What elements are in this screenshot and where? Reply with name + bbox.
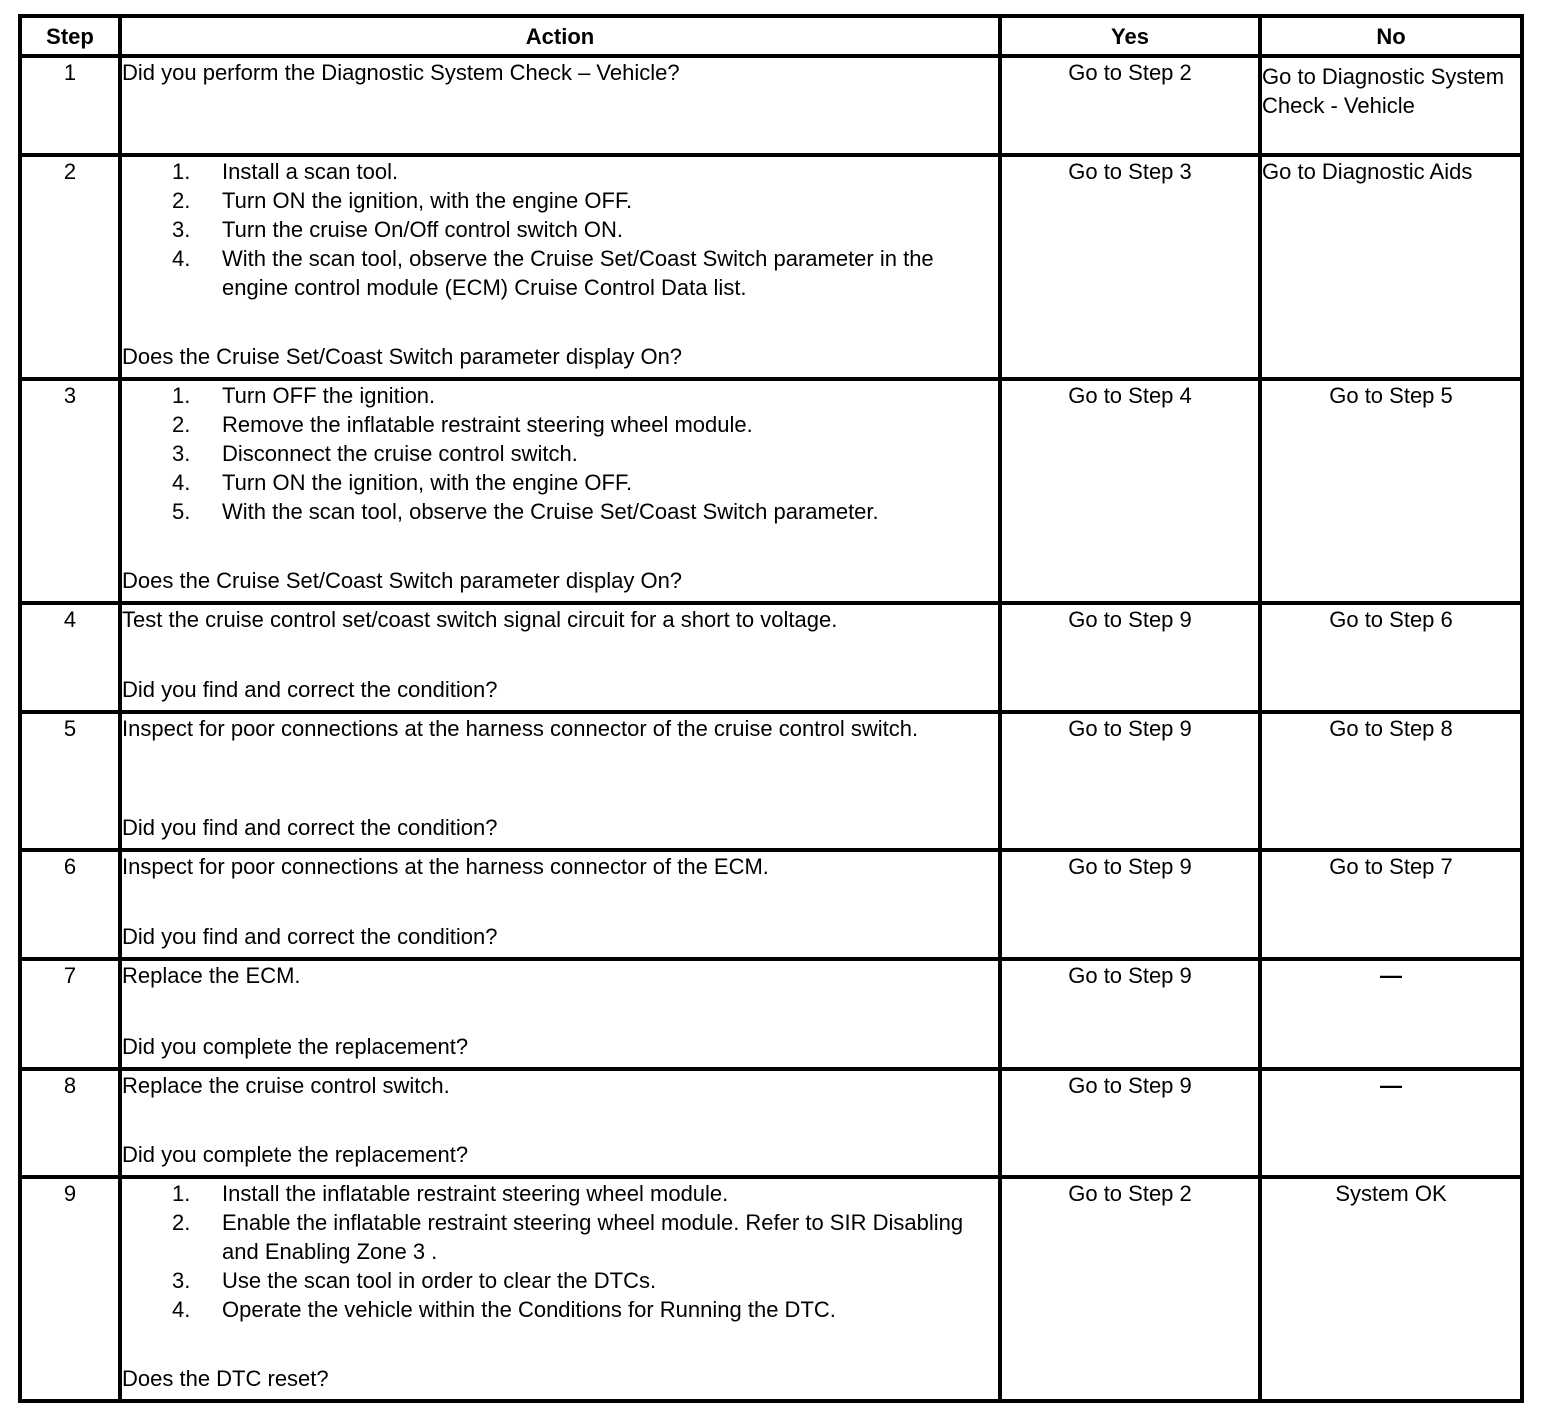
step-number: 9 [20,1177,120,1401]
procedure-item [122,381,998,410]
action-question: Did you find and correct the condition? [122,677,498,702]
no-result: System OK [1260,1177,1522,1401]
procedure-item-number: 3. [172,217,191,242]
action-question: Did you find and correct the condition? [122,815,498,840]
procedure-item-text: Turn ON the ignition, with the engine OFF. [222,470,633,495]
procedure-item-text: Enable the inflatable restraint steering wheel module. Refer to SIR Disabling and Enabling Zone 3 . [222,1210,964,1264]
procedure-item-number: 1. [172,1181,191,1206]
procedure-item-number: 1. [172,383,191,408]
yes-result: Go to Step 2 [1000,1177,1260,1401]
no-result: Go to Diagnostic System Check - Vehicle [1260,56,1522,155]
action-instruction: Did you perform the Diagnostic System Check – Vehicle? [122,60,680,85]
action-question: Did you complete the replacement? [122,1142,469,1167]
step-number: 5 [20,712,120,850]
diagnostic-table-container [18,14,1524,1403]
yes-result: Go to Step 2 [1000,56,1260,155]
action-instruction: Replace the cruise control switch. [122,1073,450,1098]
yes-result: Go to Step 9 [1000,712,1260,850]
procedure-item-text: Turn OFF the ignition. [222,383,436,408]
diagnostic-table [18,14,1524,1403]
yes-result: Go to Step 3 [1000,155,1260,379]
procedure-item-number: 2. [172,1210,191,1235]
table-row [20,850,1522,959]
action-instruction: Inspect for poor connections at the harness connector of the ECM. [122,854,769,879]
action-cell [120,712,1000,850]
action-question: Does the DTC reset? [122,1366,329,1391]
procedure-item-number: 5. [172,499,191,524]
table-body [20,56,1522,1401]
procedure-item [122,215,998,244]
no-result: Go to Diagnostic Aids [1260,155,1522,379]
table-row [20,603,1522,712]
step-number: 8 [20,1069,120,1177]
action-cell [120,850,1000,959]
step-number: 4 [20,603,120,712]
action-cell [120,603,1000,712]
header-action: Action [120,16,1000,56]
table-row [20,1069,1522,1177]
action-question: Does the Cruise Set/Coast Switch parameter display On? [122,568,683,593]
procedure-item-text: Remove the inflatable restraint steering wheel module. [222,412,753,437]
procedure-item-number: 4. [172,246,191,271]
action-instruction: Replace the ECM. [122,963,301,988]
no-result: Go to Step 6 [1260,603,1522,712]
header-row [20,16,1522,56]
procedure-item-text: Operate the vehicle within the Conditions for Running the DTC. [222,1297,836,1322]
procedure-item-text: With the scan tool, observe the Cruise Set/Coast Switch parameter in the engine control module (ECM) Cruise Control Data list. [222,246,934,300]
procedure-item-number: 4. [172,470,191,495]
procedure-item [122,497,998,526]
table-row [20,1177,1522,1401]
yes-result: Go to Step 4 [1000,379,1260,603]
procedure-item [122,1295,998,1324]
action-cell [120,1069,1000,1177]
table-row [20,155,1522,379]
no-result: — [1260,1069,1522,1177]
yes-result: Go to Step 9 [1000,959,1260,1069]
action-cell [120,959,1000,1069]
procedure-item [122,1179,998,1208]
procedure-item [122,244,998,302]
no-result: — [1260,959,1522,1069]
procedure-item-text: Turn ON the ignition, with the engine OFF. [222,188,633,213]
action-question: Does the Cruise Set/Coast Switch parameter display On? [122,344,683,369]
action-question: Did you complete the replacement? [122,1034,469,1059]
procedure-list [122,157,998,302]
procedure-item-text: Disconnect the cruise control switch. [222,441,578,466]
yes-result: Go to Step 9 [1000,1069,1260,1177]
no-result: Go to Step 8 [1260,712,1522,850]
step-number: 3 [20,379,120,603]
procedure-item-number: 4. [172,1297,191,1322]
action-cell [120,155,1000,379]
procedure-item [122,186,998,215]
step-number: 2 [20,155,120,379]
procedure-item [122,468,998,497]
step-number: 1 [20,56,120,155]
table-row [20,56,1522,155]
procedure-item [122,410,998,439]
procedure-item-text: Use the scan tool in order to clear the DTCs. [222,1268,657,1293]
yes-result: Go to Step 9 [1000,603,1260,712]
procedure-item [122,439,998,468]
step-number: 6 [20,850,120,959]
action-instruction: Test the cruise control set/coast switch signal circuit for a short to voltage. [122,607,838,632]
header-step: Step [20,16,120,56]
action-instruction: Inspect for poor connections at the harness connector of the cruise control switch. [122,716,919,741]
procedure-list [122,1179,998,1324]
step-number: 7 [20,959,120,1069]
action-cell [120,56,1000,155]
procedure-item-number: 3. [172,1268,191,1293]
procedure-item-text: Turn the cruise On/Off control switch ON. [222,217,624,242]
header-no: No [1260,16,1522,56]
procedure-item [122,1208,998,1266]
procedure-list [122,381,998,526]
procedure-item-number: 2. [172,188,191,213]
procedure-item-number: 2. [172,412,191,437]
no-result: Go to Step 5 [1260,379,1522,603]
procedure-item-text: Install a scan tool. [222,159,399,184]
table-row [20,379,1522,603]
table-row [20,712,1522,850]
table-row [20,959,1522,1069]
action-cell [120,1177,1000,1401]
header-yes: Yes [1000,16,1260,56]
procedure-item-text: With the scan tool, observe the Cruise Set/Coast Switch parameter. [222,499,879,524]
action-question: Did you find and correct the condition? [122,924,498,949]
procedure-item [122,157,998,186]
procedure-item [122,1266,998,1295]
yes-result: Go to Step 9 [1000,850,1260,959]
procedure-item-text: Install the inflatable restraint steering wheel module. [222,1181,729,1206]
procedure-item-number: 1. [172,159,191,184]
no-result: Go to Step 7 [1260,850,1522,959]
action-cell [120,379,1000,603]
procedure-item-number: 3. [172,441,191,466]
